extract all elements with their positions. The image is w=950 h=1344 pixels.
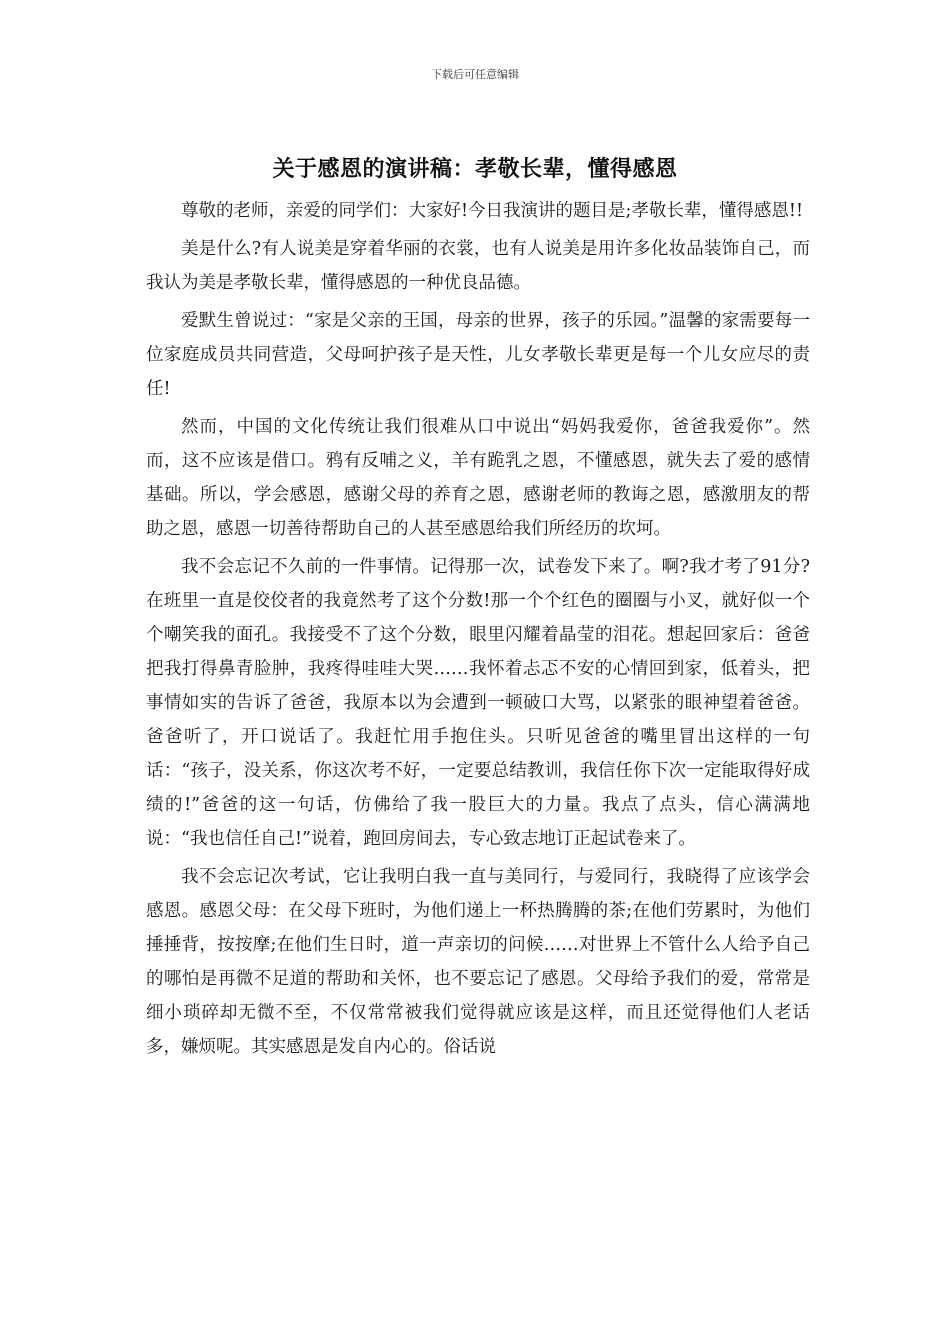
- paragraph: 然而，中国的文化传统让我们很难从口中说出“妈妈我爱你，爸爸我爱你”。然而，这不应该是借口。鸦有反哺之义，羊有跪乳之恩，不懂感恩，就失去了爱的感情基础。所以，学会感恩，感谢父母的养育之恩，感谢老师的教诲之恩，感激朋友的帮助之恩，感恩一切善待帮助自己的人甚至感恩给我们所经历的坎坷。: [146, 417, 810, 539]
- page-header-note: 下载后可任意编辑: [431, 68, 519, 81]
- paragraph: 爱默生曾说过：“家是父亲的王国，母亲的世界，孩子的乐园。”温馨的家需要每一位家庭成员共同营造，父母呵护孩子是天性，儿女孝敬长辈更是每一个儿女应尽的责任!: [146, 311, 810, 399]
- paragraph: 我不会忘记不久前的一件事情。记得那一次，试卷发下来了。啊?我才考了91分?在班里一直是佼佼者的我竟然考了这个分数!那一个个红色的圈圈与小叉，就好似一个个嘲笑我的面孔。我接受不了这个分数，眼里闪耀着晶莹的泪花。想起回家后：爸爸把我打得鼻青脸肿，我疼得哇哇大哭……我怀着忐忑不安的心情回到家，低着头，把事情如实的告诉了爸爸，我原本以为会遭到一顿破口大骂，以紧张的眼神望着爸爸。爸爸听了，开口说话了。我赶忙用手抱住头。只听见爸爸的嘴里冒出这样的一句话：“孩子，没关系，你这次考不好，一定要总结教训，我信任你下次一定能取得好成绩的!”爸爸的这一句话，仿佛给了我一股巨大的力量。我点了点头，信心满满地说：“我也信任自己!”说着，跑回房间去，专心致志地订正起试卷来了。: [146, 557, 810, 849]
- document-body: [146, 194, 810, 1068]
- document-title: 关于感恩的演讲稿：孝敬长辈，懂得感恩: [272, 156, 678, 182]
- paragraph: 美是什么?有人说美是穿着华丽的衣裳，也有人说美是用许多化妆品装饰自己，而我认为美是孝敬长辈，懂得感恩的一种优良品德。: [146, 239, 810, 293]
- paragraph: 尊敬的老师，亲爱的同学们：大家好!今日我演讲的题目是;孝敬长辈，懂得感恩!!: [181, 201, 803, 221]
- paragraph: 我不会忘记次考试，它让我明白我一直与美同行，与爱同行，我晓得了应该学会感恩。感恩父母：在父母下班时，为他们递上一杯热腾腾的茶;在他们劳累时，为他们捶捶背，按按摩;在他们生日时，道一声亲切的问候……对世界上不管什么人给予自己的哪怕是再微不足道的帮助和关怀，也不要忘记了感恩。父母给予我们的爱，常常是细小琐碎却无微不至，不仅常常被我们觉得就应该是这样，而且还觉得他们人老话多，嫌烦呢。其实感恩是发自内心的。俗话说: [146, 867, 810, 1057]
